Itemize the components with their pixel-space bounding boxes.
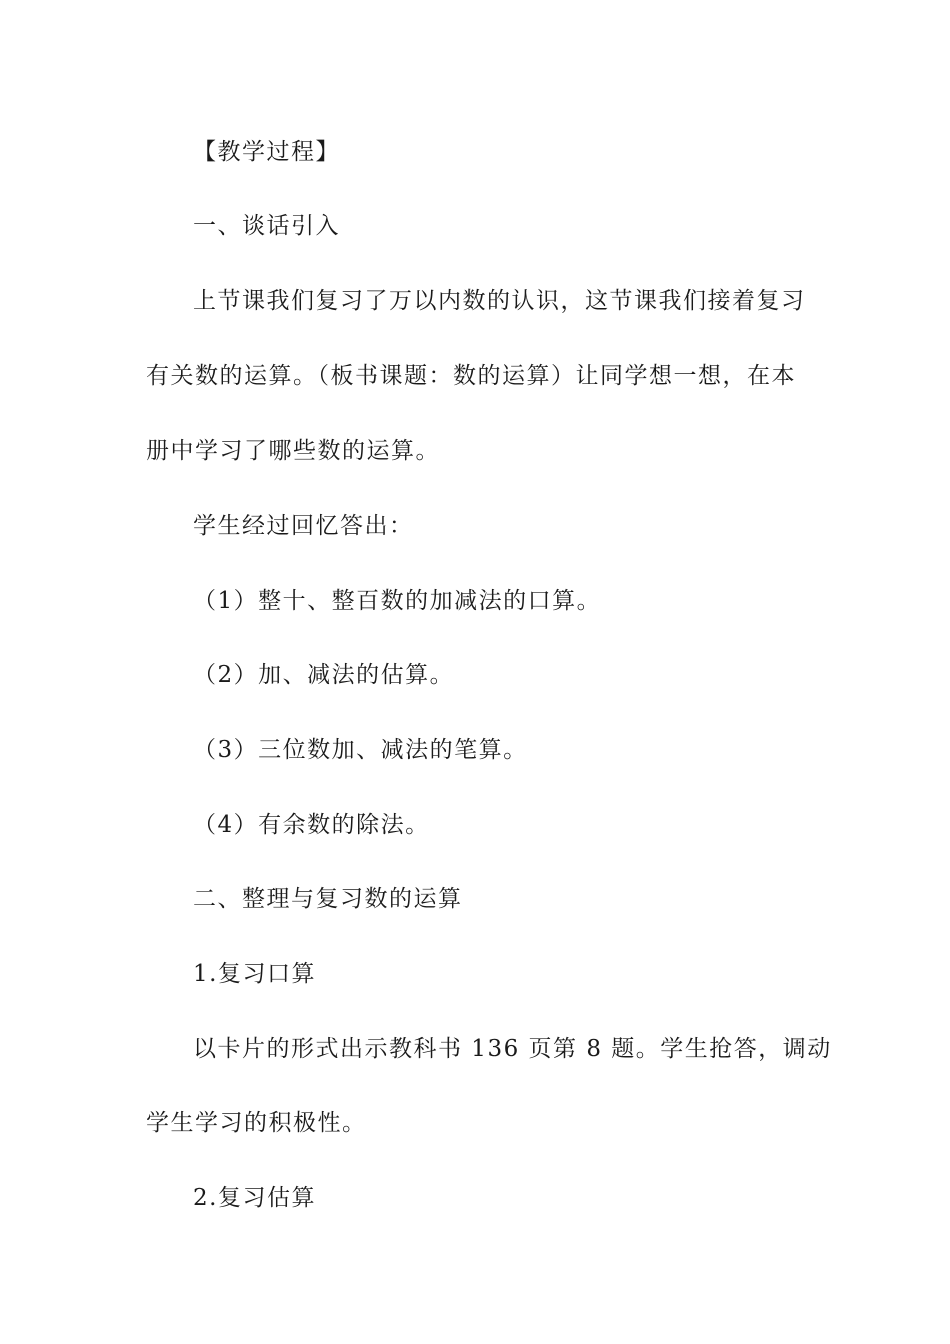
answer-item-2: （2）加、减法的估算。 [193, 662, 455, 688]
intro-paragraph-line-2: 有关数的运算。（板书课题：数的运算）让同学想一想，在本 [146, 363, 796, 389]
review-heading: 二、整理与复习数的运算 [193, 886, 463, 912]
answer-item-1: （1）整十、整百数的加减法的口算。 [193, 588, 602, 614]
intro-paragraph-line-3: 册中学习了哪些数的运算。 [146, 438, 440, 464]
intro-paragraph-line-1: 上节课我们复习了万以内数的认识，这节课我们接着复习 [193, 288, 806, 314]
answer-item-3: （3）三位数加、减法的笔算。 [193, 737, 528, 763]
intro-heading: 一、谈话引入 [193, 213, 340, 239]
section-header: 【教学过程】 [193, 139, 340, 165]
sub-heading-estimation: 2.复习估算 [193, 1185, 316, 1211]
student-answer-intro: 学生经过回忆答出： [193, 513, 414, 539]
sub1-paragraph-line-1: 以卡片的形式出示教科书 136 页第 8 题。学生抢答，调动 [193, 1036, 832, 1062]
sub1-paragraph-line-2: 学生学习的积极性。 [146, 1110, 367, 1136]
answer-item-4: （4）有余数的除法。 [193, 812, 430, 838]
sub-heading-oral-calculation: 1.复习口算 [193, 961, 316, 987]
